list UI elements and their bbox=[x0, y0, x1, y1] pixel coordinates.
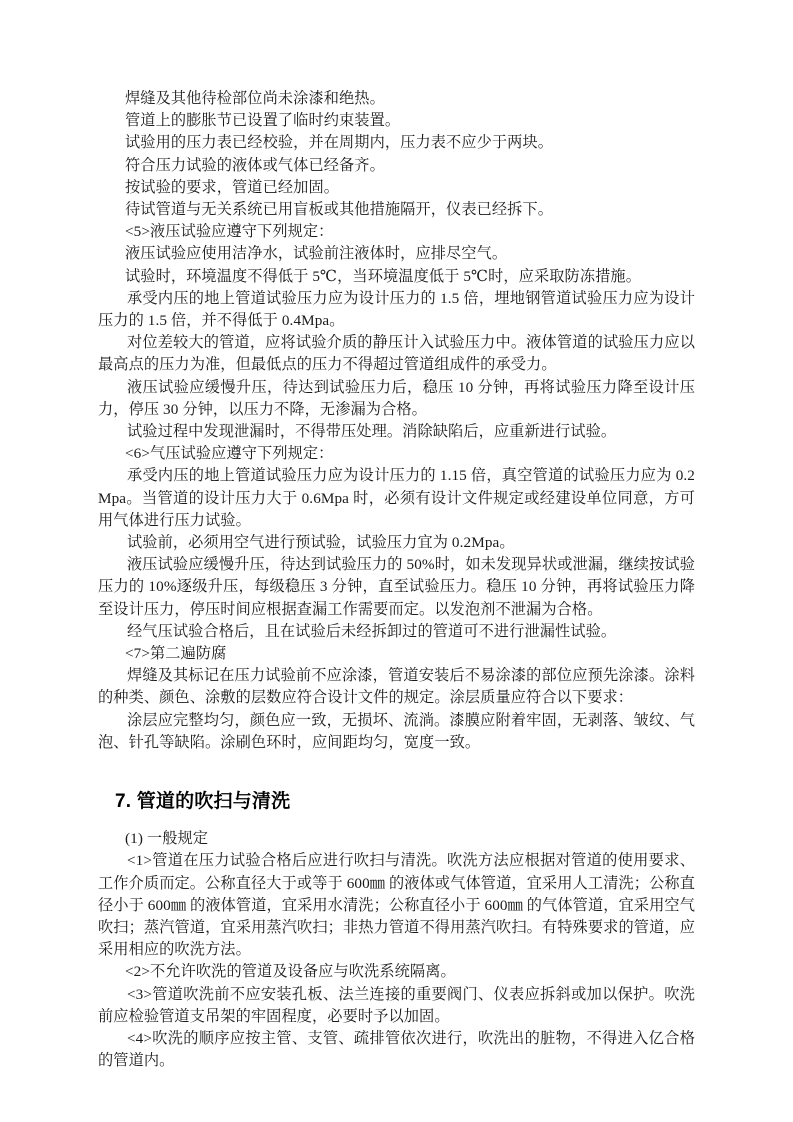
checklist-item: 试验用的压力表已经校验，并在周期内，压力表不应少于两块。 bbox=[125, 134, 554, 152]
section7-item: <1>管道在压力试验合格后应进行吹扫与清洗。吹洗方法应根据对管道的使用要求、工作介质而定。公称直径大于或等于 600㎜ 的液体或气体管道，宜采用人工清洗；公称直径小于 600㎜ 的液体管道，宜采用水清洗；公称直径小于 600㎜ 的气体管道，宜采用空气吹扫；蒸汽管道，宜采用蒸汽吹扫；非热力管道不得用蒸汽吹扫。有特殊要求的管道，应采用相应的吹洗方法。 bbox=[98, 852, 695, 959]
section7-item: <4>吹洗的顺序应按主管、支管、疏排管依次进行，吹洗出的脏物，不得进入亿合格的管道内。 bbox=[98, 1029, 695, 1070]
hydraulic-paragraph: 对位差较大的管道，应将试验介质的静压计入试验压力中。液体管道的试验压力应以最高点的压力为准，但最低点的压力不得超过管道组成件的承受力。 bbox=[98, 334, 695, 374]
pneumatic-paragraph: 承受内压的地上管道试验压力应为设计压力的 1.15 倍，真空管道的试验压力应为 0.2Mpa。当管道的设计压力大于 0.6Mpa 时，必须有设计文件规定或经建设单位同意，方可用气体进行压力试验。 bbox=[98, 467, 695, 529]
hydraulic-rule: 液压试验应使用洁净水，试验前注液体时，应排尽空气。 bbox=[125, 245, 508, 263]
section-heading-7: 7. 管道的吹扫与清洗 bbox=[115, 791, 291, 813]
hydraulic-paragraph: 试验过程中发现泄漏时，不得带压处理。消除缺陷后，应重新进行试验。 bbox=[127, 423, 617, 441]
clause-title-6: <6>气压试验应遵守下列规定： bbox=[125, 445, 334, 463]
heading-spacer-after bbox=[98, 815, 695, 828]
anticorrosion-paragraph: 涂层应完整均匀，颜色应一致，无损坏、流淌。漆膜应附着牢固，无剥落、皱纹、气泡、针孔等缺陷。涂刷色环时，应间距均匀，宽度一致。 bbox=[98, 711, 695, 751]
hydraulic-rule: 试验时，环境温度不得低于 5℃，当环境温度低于 5℃时，应采取防冻措施。 bbox=[125, 267, 641, 285]
checklist-item: 待试管道与无关系统已用盲板或其他措施隔开，仪表已经拆下。 bbox=[125, 201, 554, 219]
hydraulic-paragraph: 承受内压的地上管道试验压力应为设计压力的 1.5 倍，埋地钢管道试验压力应为设计压力的 1.5 倍，并不得低于 0.4Mpa。 bbox=[98, 289, 695, 330]
heading-spacer bbox=[98, 754, 695, 789]
subsection-heading-general-rules: (1) 一般规定 bbox=[125, 830, 209, 848]
pneumatic-paragraph: 试验前，必须用空气进行预试验，试验压力宜为 0.2Mpa。 bbox=[127, 534, 515, 552]
checklist-item: 按试验的要求，管道已经加固。 bbox=[125, 178, 340, 196]
document-body bbox=[98, 88, 695, 1072]
checklist-item: 管道上的膨胀节已设置了临时约束装置。 bbox=[125, 112, 401, 130]
section7-item: <3>管道吹洗前不应安装孔板、法兰连接的重要阀门、仪表应拆斜或加以保护。吹洗前应检验管道支吊架的牢固程度，必要时予以加固。 bbox=[98, 985, 695, 1025]
pneumatic-paragraph: 经气压试验合格后，且在试验后未经拆卸过的管道可不进行泄漏性试验。 bbox=[127, 622, 617, 640]
section7-item: <2>不允许吹洗的管道及设备应与吹洗系统隔离。 bbox=[125, 963, 456, 981]
checklist-item: 焊缝及其他待检部位尚未涂漆和绝热。 bbox=[125, 90, 385, 107]
hydraulic-paragraph: 液压试验应缓慢升压，待达到试验压力后，稳压 10 分钟，再将试验压力降至设计压力，停压 30 分钟，以压力不降，无渗漏为合格。 bbox=[98, 378, 695, 418]
pneumatic-paragraph: 液压试验应缓慢升压，待达到试验压力的 50%时，如未发现异状或泄漏，继续按试验压力的 10%逐级升压，每级稳压 3 分钟，直至试验压力。稳压 10 分钟，再将试验压力降至设计压力，停压时间应根据查漏工作需要而定。以发泡剂不泄漏为合格。 bbox=[98, 556, 695, 618]
checklist-item: 符合压力试验的液体或气体已经备齐。 bbox=[125, 156, 385, 174]
anticorrosion-paragraph: 焊缝及其标记在压力试验前不应涂漆，管道安装后不易涂漆的部位应预先涂漆。涂料的种类、颜色、涂敷的层数应符合设计文件的规定。涂层质量应符合以下要求： bbox=[98, 667, 695, 707]
clause-title-5: <5>液压试验应遵守下列规定： bbox=[125, 223, 334, 241]
clause-title-7: <7>第二遍防腐 bbox=[125, 645, 227, 663]
